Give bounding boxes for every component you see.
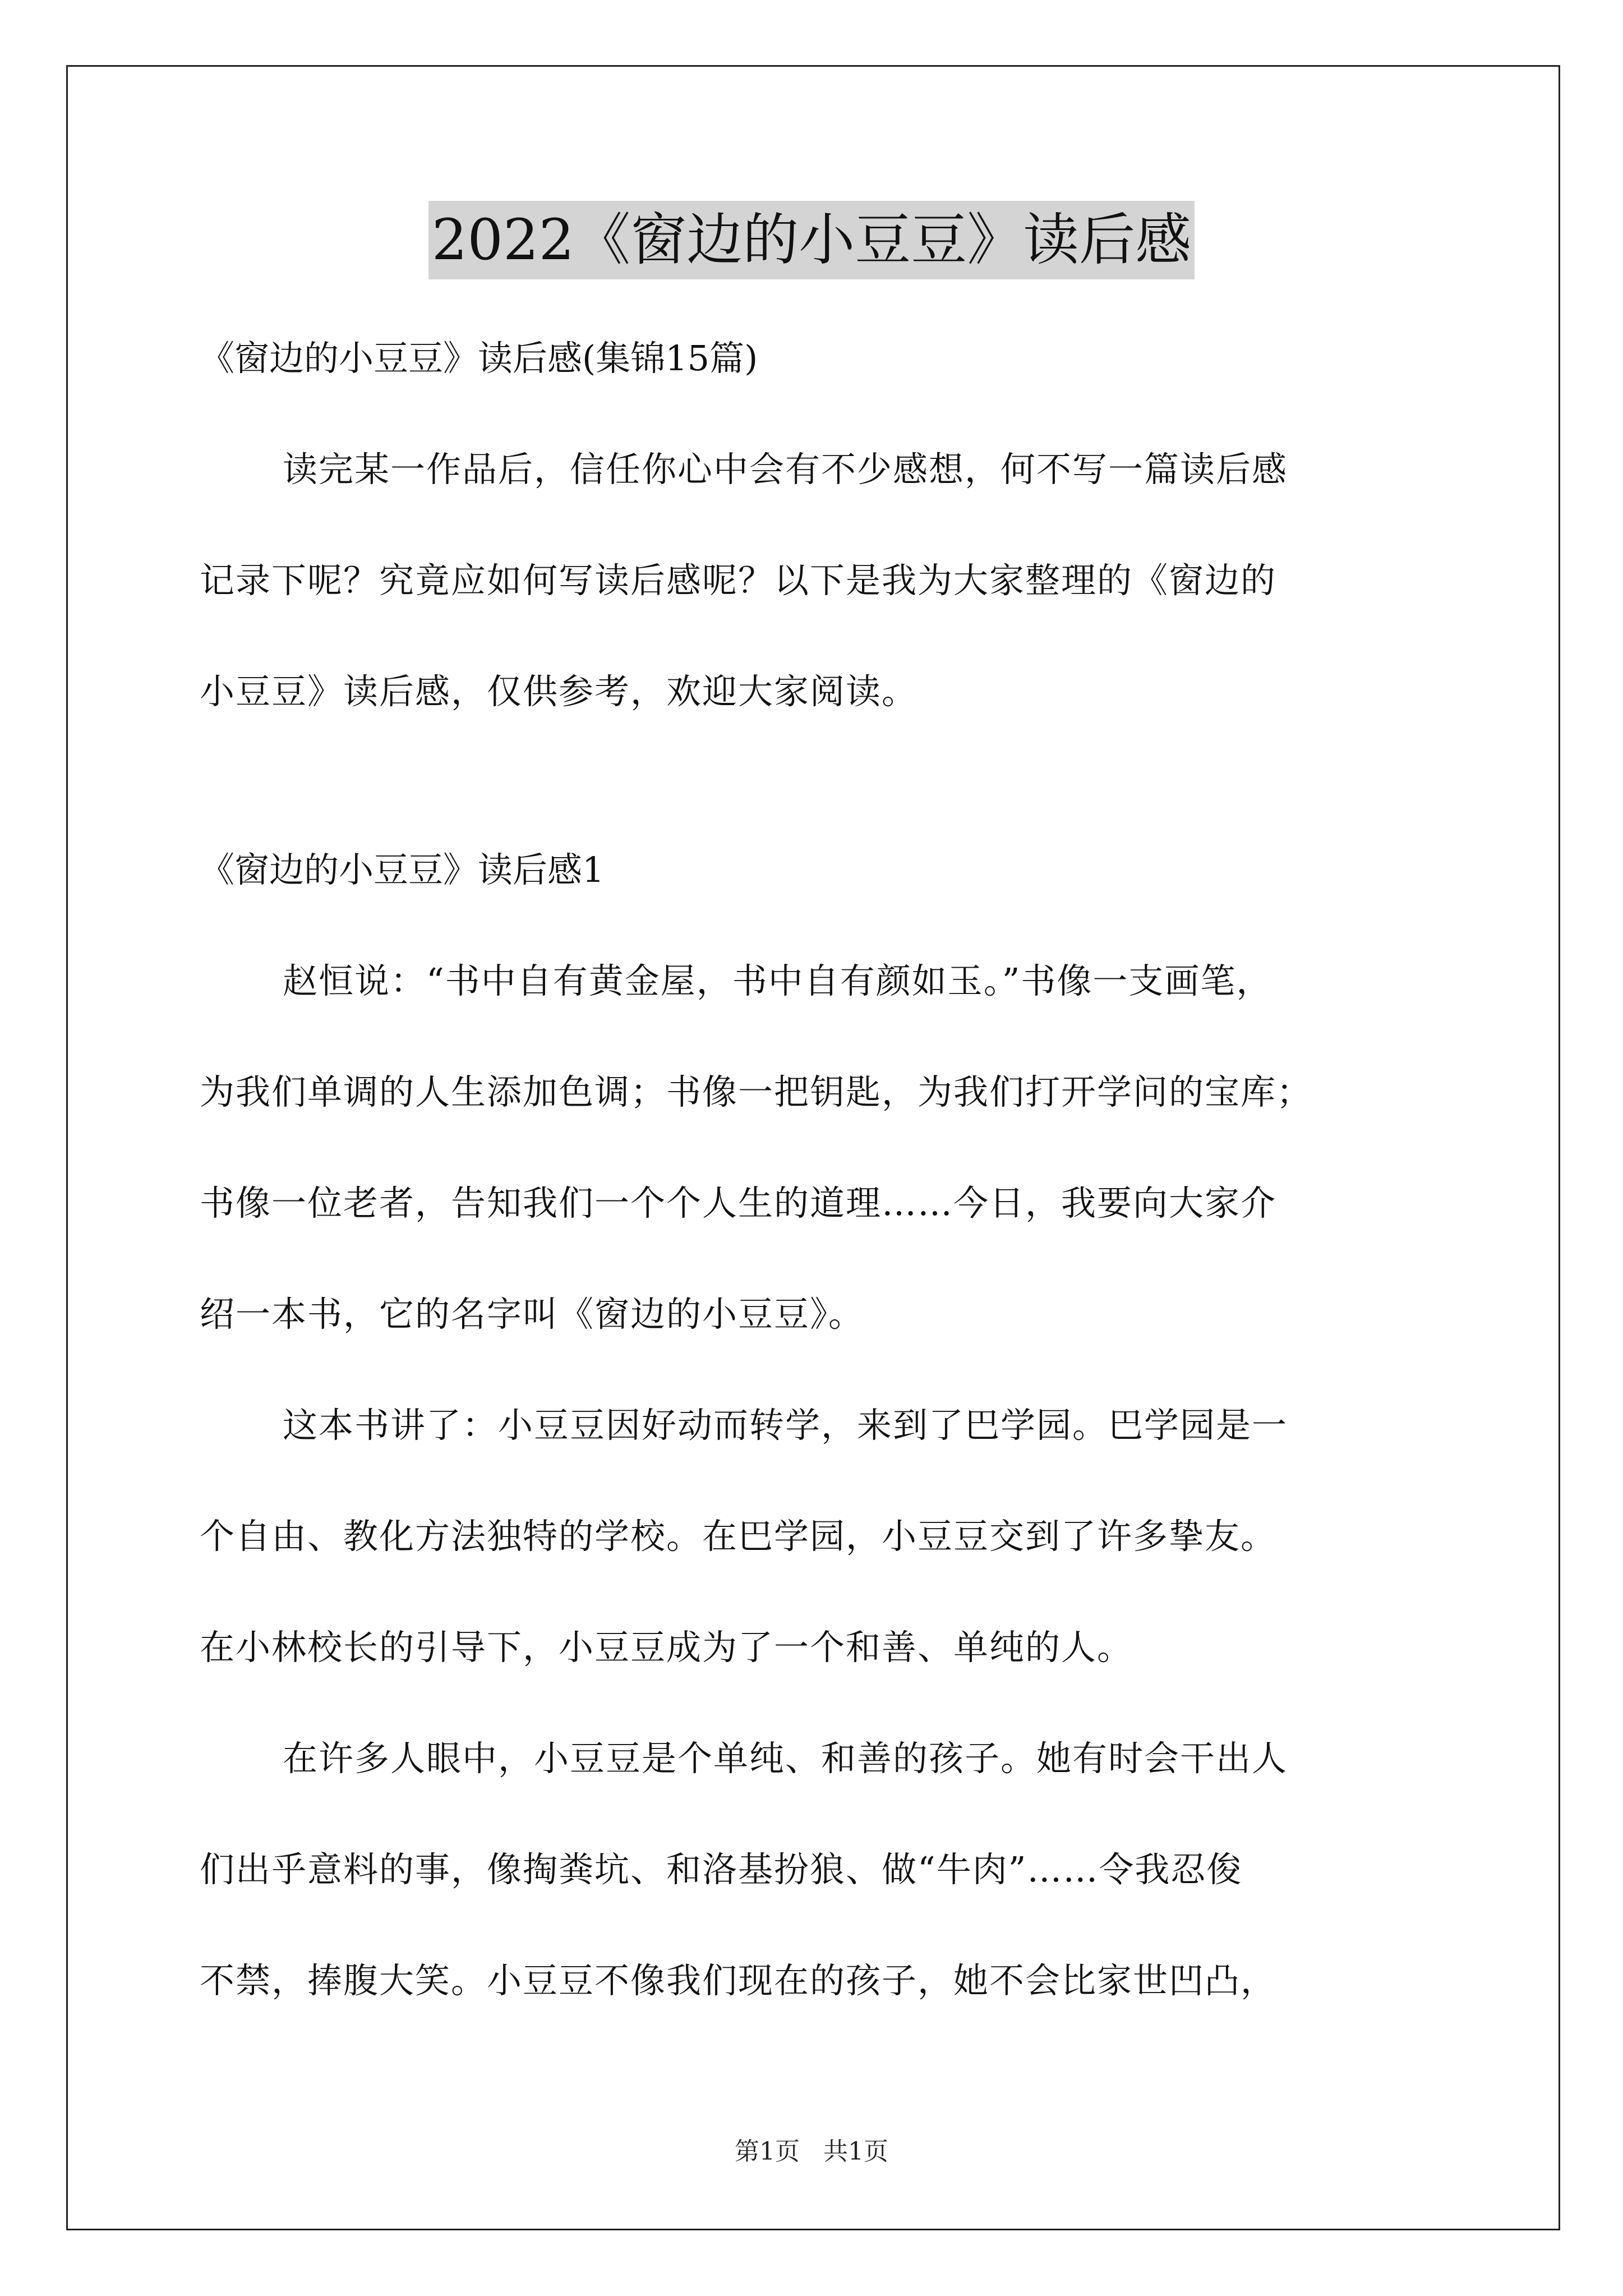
text-line: 书像一位老者，告知我们一个个人生的道理……今日，我要向大家介 xyxy=(200,1182,1277,1223)
page-number: 第1页 xyxy=(735,2137,800,2166)
page-footer xyxy=(0,2135,1623,2169)
page-total: 共1页 xyxy=(823,2137,888,2166)
text-line: 在许多人眼中，小豆豆是个单纯、和善的孩子。她有时会干出人 xyxy=(283,1738,1288,1779)
document-title: 2022《窗边的小豆豆》读后感 xyxy=(428,201,1195,279)
text-line: 记录下呢？究竟应如何写读后感呢？以下是我为大家整理的《窗边的 xyxy=(200,560,1277,601)
section-heading: 《窗边的小豆豆》读后感1 xyxy=(200,849,605,890)
text-line: 在小林校长的引导下，小豆豆成为了一个和善、单纯的人。 xyxy=(200,1627,1133,1668)
text-line: 这本书讲了：小豆豆因好动而转学，来到了巴学园。巴学园是一 xyxy=(283,1405,1288,1446)
paragraph xyxy=(200,926,1433,1370)
title-wrap xyxy=(0,201,1623,279)
intro-paragraph xyxy=(200,414,1433,747)
text-line: 绍一本书，它的名字叫《窗边的小豆豆》。 xyxy=(200,1294,865,1335)
paragraph xyxy=(200,1703,1433,2036)
document-body xyxy=(200,303,1433,2036)
collection-heading: 《窗边的小豆豆》读后感(集锦15篇) xyxy=(200,338,758,379)
text-line: 不禁，捧腹大笑。小豆豆不像我们现在的孩子，她不会比家世凹凸， xyxy=(200,1960,1277,2001)
text-line: 小豆豆》读后感，仅供参考，欢迎大家阅读。 xyxy=(200,671,918,712)
text-line: 个自由、教化方法独特的学校。在巴学园，小豆豆交到了许多挚友。 xyxy=(200,1516,1277,1557)
text-line: 为我们单调的人生添加色调；书像一把钥匙，为我们打开学问的宝库； xyxy=(200,1071,1313,1112)
text-line: 读完某一作品后，信任你心中会有不少感想，何不写一篇读后感 xyxy=(283,449,1288,490)
paragraph xyxy=(200,1370,1433,1703)
text-line: 赵恒说：“书中自有黄金屋，书中自有颜如玉。”书像一支画笔， xyxy=(283,960,1272,1001)
spacer xyxy=(200,747,1433,815)
text-line: 们出乎意料的事，像掏粪坑、和洛基扮狼、做“牛肉”……令我忍俊 xyxy=(200,1849,1243,1890)
